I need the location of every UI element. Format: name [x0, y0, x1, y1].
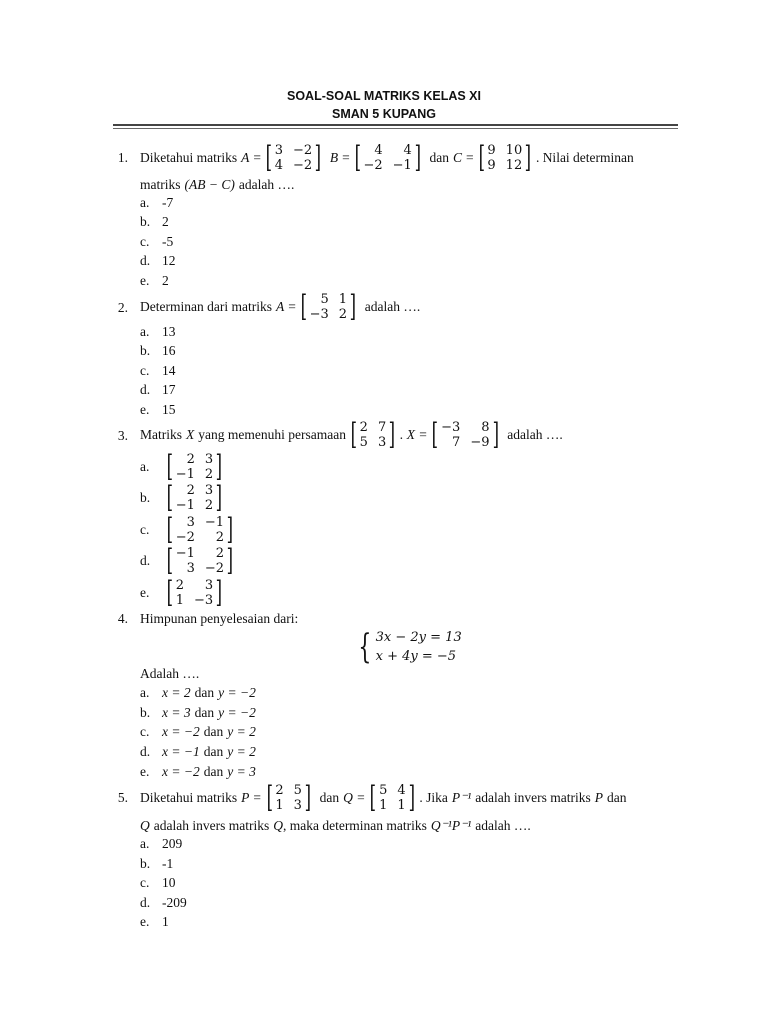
header-rule-thick	[113, 124, 678, 126]
option-label: a.	[140, 195, 150, 210]
option-label: e.	[140, 402, 150, 417]
var-b: B	[329, 150, 339, 165]
option-label: e.	[140, 273, 150, 288]
equals: =	[342, 150, 350, 165]
var-q: Q	[140, 818, 150, 833]
var-a: A	[241, 150, 250, 165]
option-value: 17	[162, 382, 176, 397]
q5-text: adalah invers matriks	[475, 790, 591, 805]
var-p: P	[594, 790, 603, 805]
option-label: a.	[140, 836, 150, 851]
q5-text: adalah invers matriks	[153, 818, 270, 833]
expression: (AB − C)	[184, 177, 235, 192]
option-value: x = −2 dan y = 2	[162, 724, 256, 739]
q3-text: yang memenuhi persamaan	[198, 427, 346, 442]
question-number: 1.	[117, 150, 128, 165]
matrix-a: [ 5 1 −3 2 ]	[300, 289, 357, 324]
option-label: b.	[140, 705, 151, 720]
conj: dan	[319, 790, 340, 805]
option-value: x = −1 dan y = 2	[162, 744, 256, 759]
option-value: 2	[162, 214, 169, 229]
option-value: 13	[162, 324, 176, 339]
option-label: c.	[140, 875, 150, 890]
matrix-a: [ 3 −2 4 −2 ]	[265, 140, 322, 175]
document-title: SOAL-SOAL MATRIKS KELAS XI	[287, 89, 481, 103]
matrix-c: [ 9 10 9 12 ]	[478, 140, 532, 175]
option-value: x = 2 dan y = −2	[162, 685, 256, 700]
option-label: b.	[140, 214, 151, 229]
matrix-left: [ 2 7 5 3 ]	[350, 417, 396, 452]
q5-text: Diketahui matriks	[140, 790, 238, 805]
q5-text: dan	[606, 790, 627, 805]
option-value: 15	[162, 402, 176, 417]
option-value: 2	[162, 273, 169, 288]
option-matrix: [ 3 −1 −2 2 ]	[166, 512, 234, 547]
times-x: . X =	[399, 427, 428, 442]
option-value: 1	[162, 914, 169, 929]
option-label: c.	[140, 363, 150, 378]
option-value: 209	[162, 836, 183, 851]
option-label: e.	[140, 764, 150, 779]
question-number: 5.	[117, 790, 128, 805]
option-value: x = 3 dan y = −2	[162, 705, 256, 720]
option-value: -5	[162, 234, 174, 249]
option-value: -1	[162, 856, 174, 871]
q1-text: Diketahui matriks	[140, 150, 238, 165]
matrix-right: [ −3 8 7 −9 ]	[432, 417, 499, 452]
var-q: Q	[273, 818, 283, 833]
equation-2: x + 4y = −5	[375, 649, 457, 664]
option-value: -7	[162, 195, 174, 210]
option-value: 10	[162, 875, 176, 890]
q5-text: adalah ….	[475, 818, 531, 833]
option-value: 16	[162, 343, 176, 358]
q1-text: adalah ….	[238, 177, 295, 192]
var-x: X	[186, 427, 195, 442]
option-label: e.	[140, 914, 150, 929]
conj: dan	[429, 150, 450, 165]
header-rule-thin	[113, 128, 678, 129]
school-name: SMAN 5 KUPANG	[332, 107, 436, 121]
equals: =	[253, 150, 261, 165]
option-label: d.	[140, 895, 151, 910]
option-label: b.	[140, 343, 151, 358]
q2-text: adalah ….	[364, 299, 421, 314]
q4-text: Himpunan penyelesaian dari:	[140, 611, 299, 626]
option-label: b.	[140, 490, 151, 505]
option-value: 14	[162, 363, 176, 378]
var-a: A	[275, 299, 285, 314]
q5-text: . Jika	[419, 790, 448, 805]
var-p: P =	[241, 790, 262, 805]
option-label: a.	[140, 324, 150, 339]
option-label: e.	[140, 585, 150, 600]
option-matrix: [ 2 3 1 −3 ]	[166, 575, 223, 610]
option-label: d.	[140, 553, 151, 568]
matrix-q: [ 5 4 1 1 ]	[369, 780, 415, 815]
equation-system: { 3x − 2y = 13 x + 4y = −5	[358, 627, 462, 667]
option-matrix: [ 2 3 −1 2 ]	[166, 449, 223, 484]
equals: =	[288, 299, 296, 314]
q2-text: Determinan dari matriks	[140, 299, 272, 314]
q4-text: Adalah ….	[140, 666, 200, 681]
option-label: d.	[140, 744, 151, 759]
option-value: 12	[162, 253, 176, 268]
option-label: b.	[140, 856, 151, 871]
var-c: C	[453, 150, 463, 165]
matrix-p: [ 2 5 1 3 ]	[266, 780, 311, 815]
equation-1: 3x − 2y = 13	[375, 630, 462, 645]
p-inverse: P⁻¹	[451, 790, 472, 805]
question-number: 2.	[117, 300, 128, 315]
option-label: c.	[140, 234, 150, 249]
question-number: 3.	[117, 428, 128, 443]
q5-text: , maka determinan matriks	[282, 818, 427, 833]
option-value: x = −2 dan y = 3	[162, 764, 256, 779]
q3-text: adalah ….	[507, 427, 563, 442]
option-value: -209	[162, 895, 187, 910]
equals: =	[466, 150, 474, 165]
matrix-b: [ 4 4 −2 −1 ]	[354, 140, 421, 175]
product-inverse: Q⁻¹P⁻¹	[430, 818, 472, 833]
question-number: 4.	[117, 611, 128, 626]
option-label: a.	[140, 685, 150, 700]
option-label: d.	[140, 382, 151, 397]
option-label: c.	[140, 724, 150, 739]
option-matrix: [ 2 3 −1 2 ]	[166, 480, 223, 515]
option-label: c.	[140, 522, 150, 537]
var-q: Q =	[343, 790, 366, 805]
option-matrix: [ −1 2 3 −2 ]	[166, 543, 234, 578]
q3-text: Matriks	[140, 427, 182, 442]
q1-text: matriks	[140, 177, 181, 192]
option-label: d.	[140, 253, 151, 268]
q1-text: . Nilai determinan	[535, 150, 634, 165]
option-label: a.	[140, 459, 150, 474]
